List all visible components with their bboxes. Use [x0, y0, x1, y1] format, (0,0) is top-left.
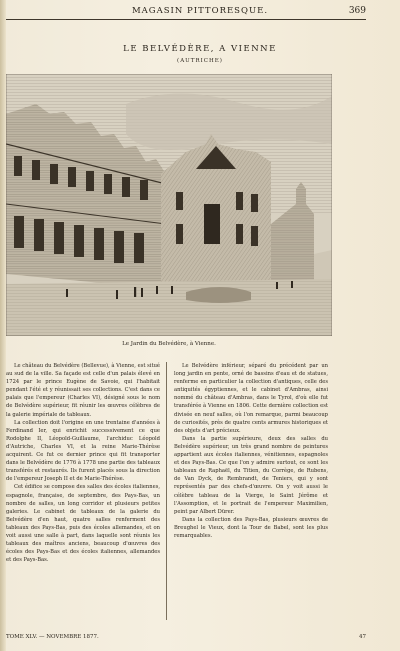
page-number: 369 [348, 6, 366, 16]
header-rule [6, 19, 366, 20]
text-column-right [174, 362, 328, 540]
column-divider [166, 362, 167, 620]
paragraph: Le Belvédère inférieur, séparé du précédent par un long jardin en pente, orné de bassins d'eau et de statues, renferme en particulier la collection d'antiques, celle des antiquités égyptiennes, et le cabinet d'Ambras, ainsi nommé du château d'Ambras, dans le Tyrol, d'où elle fut transférée à Vienne en 1806. Cette dernière collection est divisée en neuf salles, où l'on remarque, parmi beaucoup de curiosités, près de quatre cents armures historiques et des objets d'art précieux. [174, 363, 328, 434]
paragraph: Le château du Belvédère (Bellevue), à Vienne, est situé au sud de la ville. Sa façade est celle d'un palais élevé en 1724 par le prince Eugène de Savoie, qui l'habitait pendant l'été et y réunissait ses collections. C'est dans ce palais que l'empereur (Charles VI), désigné sous le nom de Belvédère supérieur, fit réunir les œuvres célèbres de la galerie impériale de tableaux. [6, 363, 160, 418]
paragraph: Dans la partie supérieure, deux des salles du Belvédère supérieur, un très grand nombre de peintures appartient aux écoles italiennes, vénitiennes, espagnoles et des Pays-Bas. Ce que l'on y admire surtout, ce sont les tableaux de Raphaël, du Titien, du Corrège, de Rubens, de Van Dyck, de Rembrandt, de Teniers, qui y sont représentés par des chefs-d'œuvre. On y voit aussi le célèbre tableau de la Vierge, le Saint Jérôme et l'Assomption, et le portrait de l'empereur Maximilien, peint par Albert Dürer. [174, 435, 328, 515]
page-footer [6, 634, 366, 644]
article-title: LE BELVÉDÈRE, A VIENNE [123, 44, 277, 54]
figure-caption: Le Jardin du Belvédère, à Vienne. [122, 341, 216, 347]
paragraph: Cet édifice se compose des salles des écoles italiennes, espagnole, française, de septembre, des Pays-Bas, un nombre de salles, un long corridor et plusieurs petites galeries. Le cabinet de tableaux de la galerie du Belvédère d'en haut, quatre salles renferment des tableaux des Pays-Bas, puis des écoles allemandes, et on voit aussi une salle à part, dans laquelle sont réunis les tableaux des maîtres anciens, beaucoup d'œuvres des écoles des Pays-Bas et des écoles italiennes, allemandes et des Pays-Bas. [6, 484, 160, 564]
text-column-left [6, 362, 160, 564]
footer-signature: 47 [359, 634, 366, 640]
paragraph: Dans la collection des Pays-Bas, plusieurs œuvres de Breughel le Vieux, dont la Tour de Babel, sont les plus remarquables. [174, 516, 328, 539]
engraving-illustration [6, 74, 332, 336]
running-title: MAGASIN PITTORESQUE. [131, 6, 269, 16]
paragraph: La collection doit l'origine en une trentaine d'années à Ferdinand Ier, qui enrichit successivement ce que Rodolphe II, Léopold-Guillaume, l'archiduc Léopold d'Autriche, Charles VI, et la reine Marie-Thérèse acquirent. Ce fut ce dernier prince qui fit transporter dans le Belvédère de 1776 à 1778 une partie des tableaux transférés et restaurés. Ils furent placés sous la direction de l'empereur Joseph II et de Marie-Thérèse. [6, 419, 160, 483]
article-subtitle: (AUTRICHE) [177, 58, 223, 64]
footer-volume: TOME XLV. — NOVEMBRE 1877. [6, 634, 99, 640]
running-header [0, 6, 400, 20]
